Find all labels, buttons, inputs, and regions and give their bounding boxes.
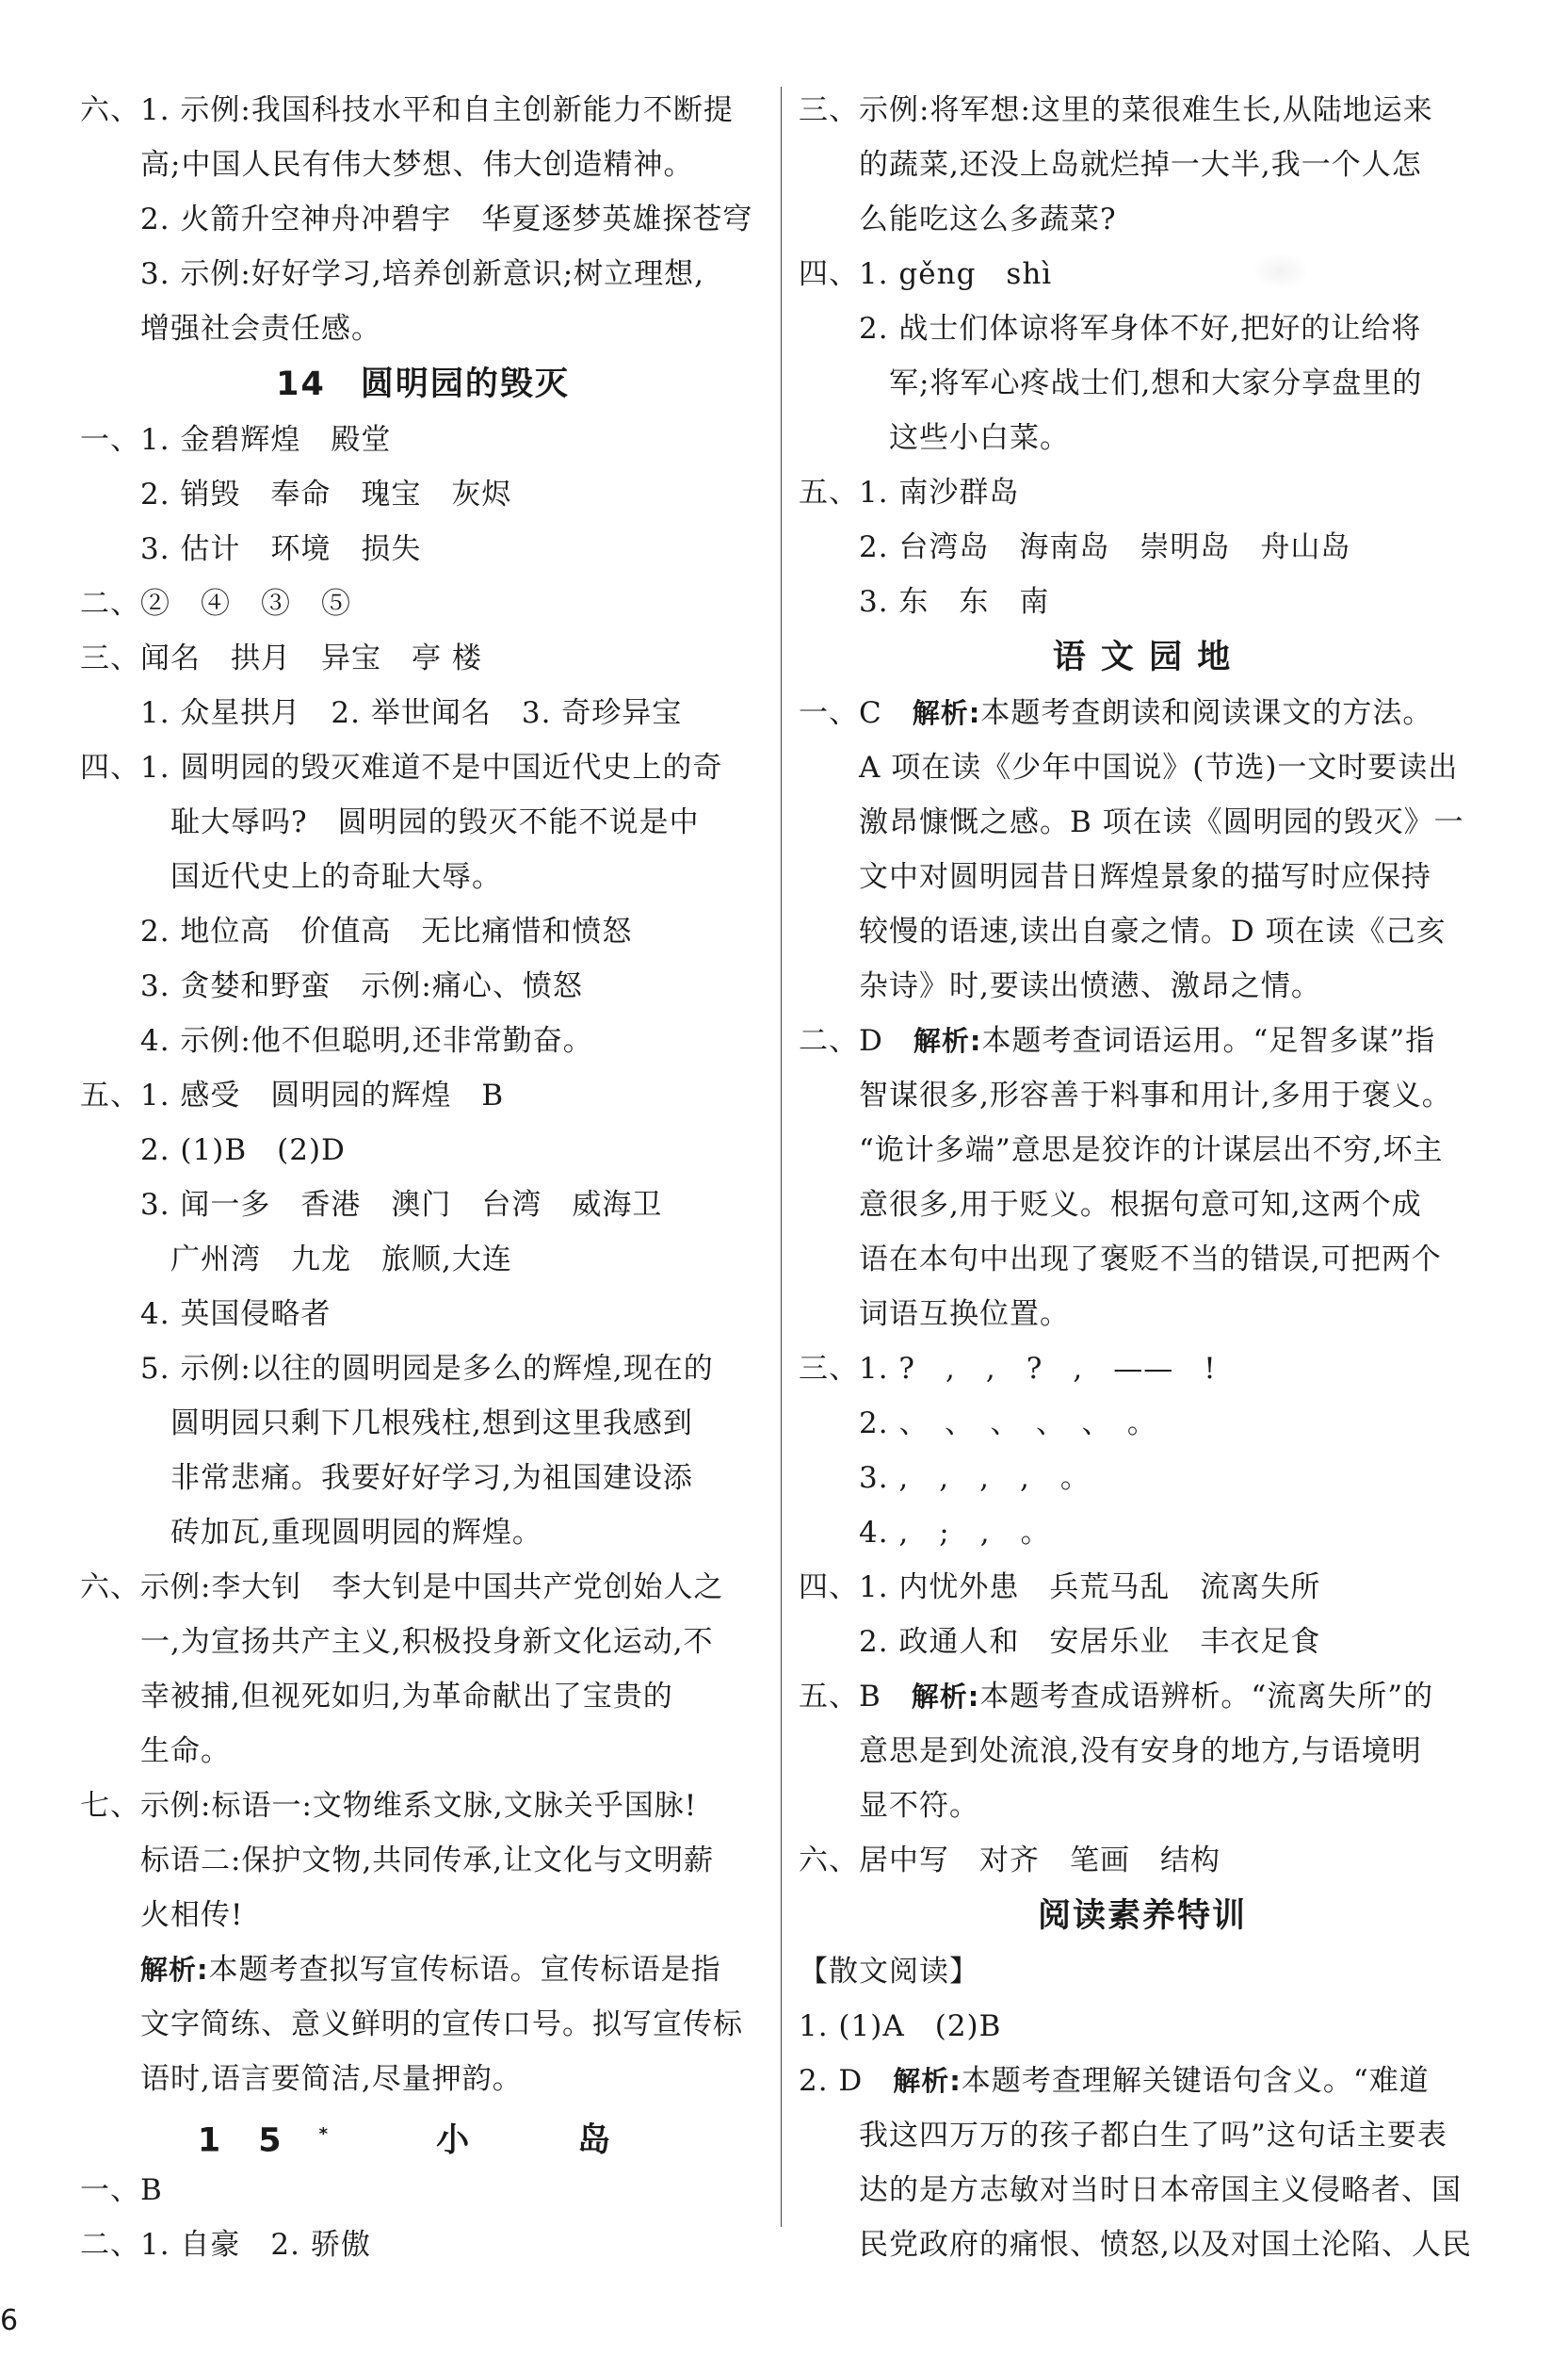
analysis-label: 解析:: [912, 697, 981, 729]
section-heading: [80, 356, 766, 413]
line-text: 七、示例:标语一:文物维系文脉,文脉关乎国脉!: [80, 1789, 698, 1823]
text-line: [80, 577, 766, 631]
text-line: [80, 1560, 766, 1615]
line-text: 语 文 园 地: [1052, 639, 1233, 676]
line-text: 民党政府的痛恨、愤怒,以及对国土沦陷、人民: [859, 2228, 1472, 2262]
text-line: [80, 83, 766, 138]
line-text: 阅读素养特训: [1037, 1897, 1247, 1935]
line-text: 耻大辱吗? 圆明园的毁灭不能不说是中: [170, 805, 700, 839]
text-line: [799, 465, 1486, 520]
answer-prefix: 一、C: [799, 696, 913, 730]
text-line: [799, 740, 1486, 795]
line-text: 较慢的语速,读出自豪之情。D 项在读《己亥: [859, 915, 1447, 949]
line-text: 4. 英国侵略者: [140, 1297, 331, 1331]
text-line: [80, 192, 766, 247]
line-text: 高;中国人民有伟大梦想、伟大创造精神。: [140, 148, 694, 182]
text-line: [799, 1615, 1486, 1669]
line-text: 国近代史上的奇耻大辱。: [170, 860, 502, 894]
text-line: [799, 192, 1486, 247]
heading-number: 15: [197, 2121, 319, 2160]
line-text: 杂诗》时,要读出愤懑、激昂之情。: [859, 969, 1321, 1003]
line-text: 一、B: [80, 2173, 163, 2207]
text-line: [80, 1942, 766, 1997]
line-text: 2. 台湾岛 海南岛 崇明岛 舟山岛: [859, 530, 1351, 564]
line-text: 3. 闻一多 香港 澳门 台湾 威海卫: [140, 1188, 663, 1222]
line-text: 二、② ④ ③ ⑤: [80, 587, 351, 621]
text-line: [80, 2052, 766, 2106]
text-line: [80, 1396, 766, 1451]
line-text: 4. , ; , 。: [859, 1516, 1051, 1550]
line-text: 军;将军心疼战士们,想和大家分享盘里的: [889, 366, 1423, 400]
text-line: [799, 575, 1486, 629]
column-divider: [781, 87, 782, 2227]
line-text: 小 岛: [436, 2121, 649, 2160]
right-column: [799, 83, 1486, 2272]
line-text: 三、闻名 拱月 异宝 亭 楼: [80, 642, 482, 675]
line-text: 四、1. 内忧外患 兵荒马乱 流离失所: [799, 1570, 1321, 1604]
text-line: [799, 1999, 1486, 2054]
line-text: 五、1. 南沙群岛: [799, 476, 1020, 510]
line-text: 本题考查词语运用。“足智多谋”指: [981, 1024, 1436, 1058]
text-line: [799, 1014, 1486, 1068]
text-line: [80, 1505, 766, 1560]
line-text: 4. 示例:他不但聪明,还非常勤奋。: [140, 1024, 593, 1058]
line-text: 三、1. ? , , ? , —— !: [799, 1352, 1217, 1386]
line-text: 本题考查理解关键语句含义。“难道: [961, 2064, 1430, 2098]
text-line: [799, 1833, 1486, 1888]
line-text: 14 圆明园的毁灭: [276, 366, 570, 403]
line-text: 2. 地位高 价值高 无比痛惜和愤怒: [140, 915, 633, 949]
line-text: 意很多,用于贬义。根据句意可知,这两个成: [859, 1188, 1422, 1222]
line-text: 5. 示例:以往的圆明园是多么的辉煌,现在的: [140, 1352, 714, 1386]
text-line: [799, 83, 1486, 138]
line-text: 2. (1)B (2)D: [140, 1133, 346, 1167]
text-line: [799, 1341, 1486, 1396]
text-line: [799, 686, 1486, 740]
text-line: [80, 1669, 766, 1724]
line-text: 幸被捕,但视死如归,为革命献出了宝贵的: [140, 1680, 673, 1714]
analysis-label: 解析:: [911, 1681, 980, 1713]
text-line: [80, 740, 766, 795]
line-text: 3. , , , , 。: [859, 1461, 1091, 1495]
line-text: 语时,语言要简洁,尽量押韵。: [140, 2062, 523, 2096]
line-text: 文中对圆明园昔日辉煌景象的描写时应保持: [859, 860, 1431, 894]
line-text: 四、1. 圆明园的毁灭难道不是中国近代史上的奇: [80, 751, 723, 785]
line-text: 这些小白菜。: [889, 421, 1070, 455]
line-text: 达的是方志敏对当时日本帝国主义侵略者、国: [859, 2173, 1462, 2207]
text-line: [799, 356, 1486, 411]
text-line: [80, 1888, 766, 1942]
text-line: [80, 1014, 766, 1068]
line-text: 激昂慷慨之感。B 项在读《圆明园的毁灭》一: [859, 805, 1464, 839]
text-line: [80, 2163, 766, 2218]
line-text: 3. 估计 环境 损失: [140, 532, 422, 566]
text-line: [799, 1560, 1486, 1615]
section-heading: [80, 2106, 766, 2163]
text-line: [799, 1396, 1486, 1451]
text-line: [80, 1178, 766, 1232]
line-text: 智谋很多,形容善于料事和用计,多用于褒义。: [859, 1079, 1452, 1113]
text-line: [799, 1505, 1486, 1560]
text-line: [80, 1451, 766, 1505]
text-line: [799, 1123, 1486, 1178]
line-text: 六、居中写 对齐 笔画 结构: [799, 1844, 1220, 1877]
text-line: [80, 138, 766, 192]
text-line: [799, 1287, 1486, 1341]
analysis-label: 解析:: [893, 2065, 962, 2097]
line-text: 2. 、 、 、 、 、 。: [859, 1406, 1157, 1440]
text-line: [799, 247, 1486, 301]
paper-smudge: [1253, 252, 1309, 290]
line-text: 3. 示例:好好学习,培养创新意识;树立理想,: [140, 257, 705, 291]
text-line: [799, 411, 1486, 465]
text-line: [80, 247, 766, 301]
line-text: 3. 贪婪和野蛮 示例:痛心、愤怒: [140, 969, 583, 1003]
line-text: “诡计多端”意思是狡诈的计谋层出不穷,坏主: [859, 1133, 1444, 1167]
line-text: 增强社会责任感。: [140, 312, 381, 346]
line-text: 2. 销毁 奉命 瑰宝 灰烬: [140, 478, 512, 512]
text-line: [799, 1779, 1486, 1833]
line-text: 显不符。: [859, 1789, 979, 1823]
heading-asterisk: *: [318, 2124, 366, 2144]
line-text: 标语二:保护文物,共同传承,让文化与文明薪: [140, 1844, 715, 1877]
text-line: [80, 795, 766, 850]
text-line: [799, 2054, 1486, 2108]
line-text: 火相传!: [140, 1898, 244, 1932]
text-line: [799, 301, 1486, 356]
text-line: [799, 1068, 1486, 1123]
text-line: [799, 138, 1486, 192]
text-line: [799, 2218, 1486, 2272]
line-text: 2. 战士们体谅将军身体不好,把好的让给将: [859, 312, 1422, 346]
line-text: 1. (1)A (2)B: [799, 2009, 1002, 2043]
text-line: [80, 631, 766, 686]
section-heading: [799, 629, 1486, 686]
line-text: 么能吃这么多蔬菜?: [859, 203, 1117, 236]
text-line: [80, 413, 766, 467]
left-column: [80, 83, 766, 2272]
line-text: 五、1. 感受 圆明园的辉煌 B: [80, 1079, 505, 1113]
line-text: 我这四万万的孩子都白生了吗”这句话主要表: [859, 2119, 1447, 2153]
line-text: 2. 火箭升空神舟冲碧宇 华夏逐梦英雄探苍穹: [140, 203, 753, 236]
text-line: [799, 2163, 1486, 2218]
line-text: 圆明园只剩下几根残柱,想到这里我感到: [170, 1406, 693, 1440]
line-text: 广州湾 九龙 旅顺,大连: [170, 1243, 512, 1276]
analysis-label: 解析:: [140, 1954, 209, 1986]
page-number: 6: [0, 2304, 19, 2337]
line-text: 一、1. 金碧辉煌 殿堂: [80, 423, 392, 457]
line-text: 意思是到处流浪,没有安身的地方,与语境明: [859, 1734, 1422, 1768]
text-line: [799, 1944, 1486, 1999]
text-line: [799, 1451, 1486, 1505]
line-text: 二、1. 自豪 2. 骄傲: [80, 2228, 371, 2262]
text-line: [799, 1232, 1486, 1287]
text-line: [799, 1178, 1486, 1232]
text-line: [80, 1341, 766, 1396]
line-text: A 项在读《少年中国说》(节选)一文时要读出: [859, 751, 1459, 785]
line-text: 六、1. 示例:我国科技水平和自主创新能力不断提: [80, 93, 734, 127]
text-line: [80, 1068, 766, 1123]
text-line: [80, 301, 766, 356]
text-line: [80, 1615, 766, 1669]
text-line: [80, 1997, 766, 2052]
line-text: 砖加瓦,重现圆明园的辉煌。: [170, 1516, 542, 1550]
line-text: 3. 东 东 南: [859, 585, 1050, 619]
text-line: [799, 795, 1486, 850]
answer-prefix: 五、B: [799, 1680, 912, 1714]
line-text: 三、示例:将军想:这里的菜很难生长,从陆地运来: [799, 93, 1433, 127]
line-text: 2. 政通人和 安居乐业 丰衣足食: [859, 1625, 1321, 1659]
text-line: [80, 904, 766, 959]
section-heading: [799, 1888, 1486, 1944]
line-text: 本题考查朗读和阅读课文的方法。: [980, 696, 1433, 730]
text-line: [80, 1779, 766, 1833]
text-line: [799, 1724, 1486, 1779]
line-text: 本题考查成语辨析。“流离失所”的: [979, 1680, 1434, 1714]
line-text: 四、1. gěng shì: [799, 257, 1053, 291]
text-line: [80, 522, 766, 577]
text-line: [80, 1232, 766, 1287]
line-text: 【散文阅读】: [799, 1955, 979, 1989]
line-text: 词语互换位置。: [859, 1297, 1070, 1331]
text-line: [80, 2218, 766, 2272]
line-text: 文字简练、意义鲜明的宣传口号。拟写宣传标: [140, 2007, 743, 2041]
line-text: 本题考查拟写宣传标语。宣传标语是指: [208, 1953, 721, 1987]
text-line: [80, 1833, 766, 1888]
text-line: [80, 959, 766, 1014]
text-line: [80, 1287, 766, 1341]
text-line: [80, 1123, 766, 1178]
line-text: 语在本句中出现了褒贬不当的错误,可把两个: [859, 1243, 1442, 1276]
text-line: [799, 959, 1486, 1014]
text-line: [80, 686, 766, 740]
line-text: 非常悲痛。我要好好学习,为祖国建设添: [170, 1461, 693, 1495]
line-text: 的蔬菜,还没上岛就烂掉一大半,我一个人怎: [859, 148, 1422, 182]
text-line: [80, 850, 766, 904]
text-line: [799, 1669, 1486, 1724]
text-line: [799, 2108, 1486, 2163]
line-text: 1. 众星拱月 2. 举世闻名 3. 奇珍异宝: [140, 696, 683, 730]
line-text: 六、示例:李大钊 李大钊是中国共产党创始人之: [80, 1570, 724, 1604]
text-line: [799, 520, 1486, 575]
answer-prefix: 二、D: [799, 1024, 913, 1058]
text-line: [799, 904, 1486, 959]
analysis-label: 解析:: [913, 1025, 982, 1057]
answer-prefix: 2. D: [799, 2064, 894, 2098]
line-text: 生命。: [140, 1734, 231, 1768]
text-line: [799, 850, 1486, 904]
text-line: [80, 1724, 766, 1779]
text-line: [80, 467, 766, 522]
line-text: 一,为宣扬共产主义,积极投身新文化运动,不: [140, 1625, 714, 1659]
